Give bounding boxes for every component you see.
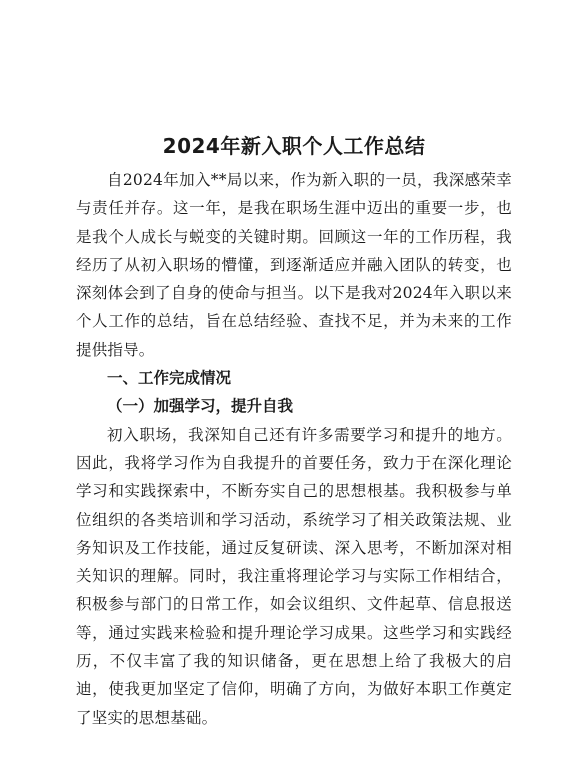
document-body <box>76 132 512 732</box>
section-heading: 一、工作完成情况 <box>107 369 232 388</box>
subsection-paragraph: 初入职场，我深知自己还有许多需要学习和提升的地方。因此，我将学习作为自我提升的首要任务，致力于在深化理论学习和实践探索中，不断夯实自己的思想根基。我积极参与单位组织的各类培训和学习活动，系统学习了相关政策法规、业务知识及工作技能，通过反复研读、深入思考，不断加深对相关知识的理解。同时，我注重将理论学习与实际工作相结合，积极参与部门的日常工作，如会议组织、文件起草、信息报送等，通过实践来检验和提升理论学习成果。这些学习和实践经历，不仅丰富了我的知识储备，更在思想上给了我极大的启迪，使我更加坚定了信仰，明确了方向，为做好本职工作奠定了坚实的思想基础。 <box>76 425 512 727</box>
intro-paragraph: 自2024年加入**局以来，作为新入职的一员，我深感荣幸与责任并存。这一年，是我在职场生涯中迈出的重要一步，也是我个人成长与蜕变的关键时期。回顾这一年的工作历程，我经历了从初入职场的懵懂，到逐渐适应并融入团队的转变，也深刻体会到了自身的使命与担当。以下是我对2024年入职以来个人工作的总结，旨在总结经验、查找不足，并为未来的工作提供指导。 <box>76 171 512 359</box>
subsection-heading: （一）加强学习，提升自我 <box>107 396 294 416</box>
document-title: 2024年新入职个人工作总结 <box>162 134 426 158</box>
